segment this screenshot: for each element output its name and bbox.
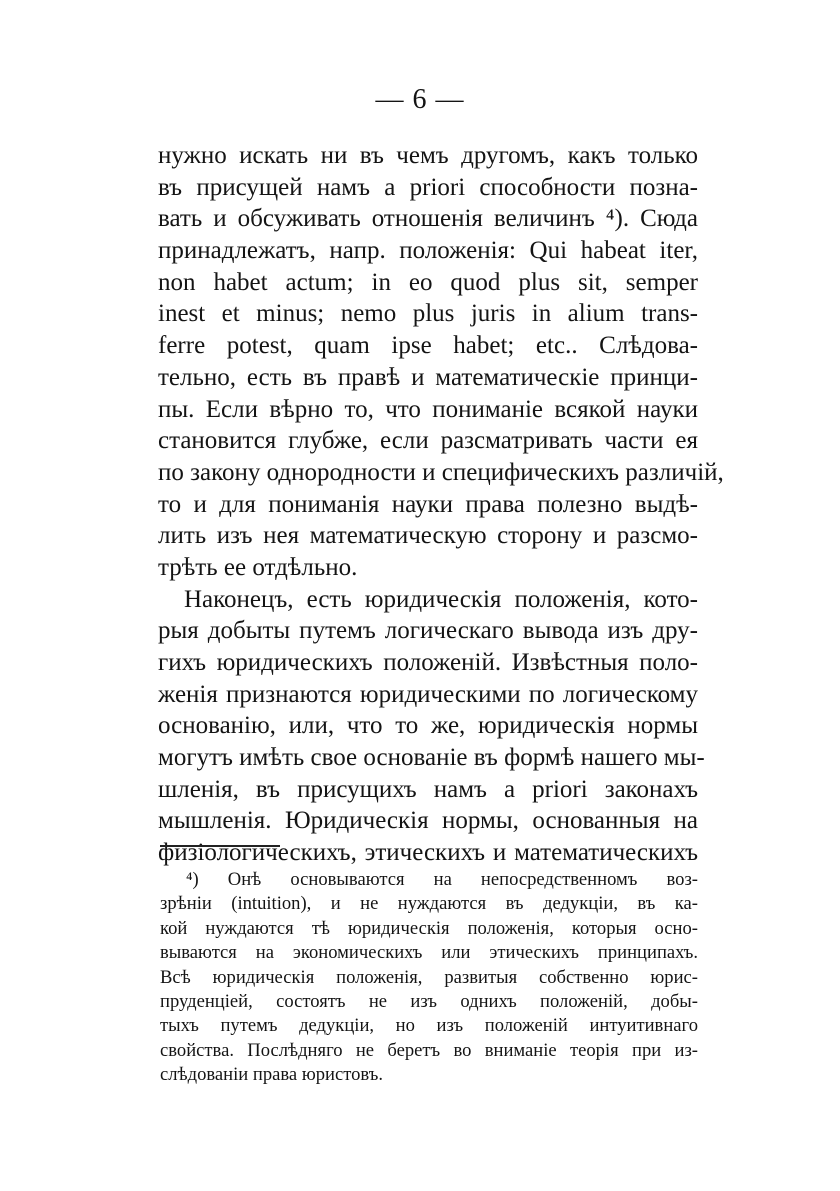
footnote-line: пруденціей, состоятъ не изъ однихъ положеній, добы-	[160, 990, 698, 1012]
text-line: по закону однородности и специфическихъ различій,	[158, 458, 724, 486]
footnote-line: ⁴) Онѣ основываются на непосредственномъ воз-	[186, 869, 698, 890]
text-line: лить изъ нея математическую сторону и разсмо-	[158, 522, 698, 550]
footnote-line: Всѣ юридическія положенія, развитыя собственно юрис-	[160, 966, 698, 988]
text-line: женія признаются юридическими по логическому	[158, 680, 698, 708]
text-line: трѣть ее отдѣльно.	[158, 553, 358, 581]
footnote-line: тыхъ путемъ дедукціи, но изъ положеній интуитивнаго	[160, 1015, 698, 1037]
footnote-line: кой нуждаются тѣ юридическія положенія, которыя осно-	[160, 917, 698, 939]
text-line: въ присущей намъ a priori способности позна-	[158, 173, 698, 201]
text-line: принадлежатъ, напр. положенія: Qui habeat iter,	[158, 237, 698, 265]
text-line: non habet actum; in eo quod plus sit, semper	[158, 268, 698, 296]
footnote-line: слѣдованіи права юристовъ.	[160, 1064, 383, 1086]
text-line: могутъ имѣть свое основаніе въ формѣ нашего мы-	[158, 744, 705, 772]
text-line: физіологическихъ, этическихъ и математическихъ	[158, 839, 698, 867]
text-line: гихъ юридическихъ положеній. Извѣстныя поло-	[158, 649, 698, 676]
text-line: пы. Если вѣрно то, что пониманіе всякой науки	[158, 395, 698, 423]
text-line: становится глубже, если разсматривать части ея	[158, 427, 698, 455]
text-line: основанію, или, что то же, юридическія нормы	[158, 712, 698, 740]
footnote-line: свойства. Послѣдняго не беретъ во вниманіе теорія при из-	[160, 1039, 698, 1061]
page-number: — 6 —	[375, 84, 465, 115]
text-line: рыя добыты путемъ логическаго вывода изъ дру-	[158, 617, 698, 645]
footnote-line: зрѣніи (intuition), и не нуждаются въ дедукціи, въ ка-	[160, 893, 698, 915]
text-line: вать и обсуживать отношенія величинъ ⁴). Сюда	[158, 205, 698, 233]
footnote-separator	[160, 845, 280, 847]
text-line: нужно искать ни въ чемъ другомъ, какъ только	[158, 142, 698, 169]
text-line: тельно, есть въ правѣ и математическіе принци-	[158, 363, 698, 391]
body-text	[158, 140, 724, 869]
text-line: то и для пониманія науки права полезно выдѣ-	[158, 490, 698, 518]
text-line: ferre potest, quam ipse habet; etc.. Слѣдова-	[158, 332, 698, 360]
text-line: inest et minus; nemo plus juris in alium trans-	[158, 300, 698, 328]
text-line: шленія, въ присущихъ намъ a priori законахъ	[158, 775, 698, 803]
paragraph-start-line: Наконецъ, есть юридическія положенія, кото-	[184, 585, 698, 613]
text-line: мышленія. Юридическія нормы, основанныя на	[158, 807, 698, 835]
footnote-line: вываются на экономическихъ или этическихъ принципахъ.	[160, 942, 698, 964]
footnote	[160, 868, 698, 1088]
